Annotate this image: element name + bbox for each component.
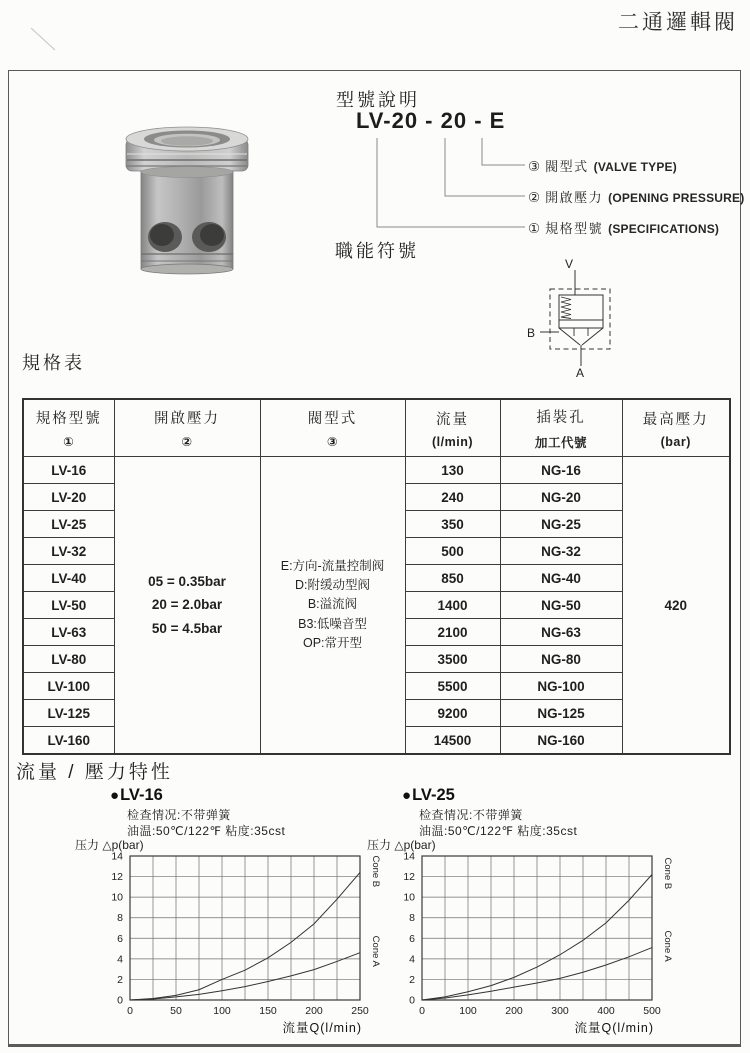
svg-text:6: 6 — [409, 932, 415, 945]
spec-model-cell: LV-20 — [23, 484, 114, 511]
svg-text:250: 250 — [351, 1005, 369, 1017]
spec-cavity-cell: NG-16 — [500, 457, 622, 484]
charts-section-heading: 流量 / 壓力特性 — [16, 762, 173, 783]
spec-col-header: 流量 (l/min) — [405, 399, 500, 457]
spec-flow-cell: 130 — [405, 457, 500, 484]
spec-model-cell: LV-160 — [23, 727, 114, 755]
callout-en-label: (OPENING PRESSURE) — [608, 191, 745, 205]
spec-flow-cell: 3500 — [405, 646, 500, 673]
model-code: LV-20 - 20 - E — [356, 108, 506, 133]
callout-specifications — [528, 218, 719, 236]
spec-flow-cell: 14500 — [405, 727, 500, 755]
port-b-label: B — [527, 326, 536, 340]
spec-table — [22, 398, 731, 755]
svg-text:Cone A: Cone A — [370, 935, 381, 967]
spec-model-cell: LV-16 — [23, 457, 114, 484]
spec-table-head-row — [23, 399, 730, 457]
spec-col-header: 規格型號 ① — [23, 399, 114, 457]
bullet-icon: ● — [402, 787, 412, 804]
svg-text:2: 2 — [409, 973, 415, 986]
spec-model-cell: LV-32 — [23, 538, 114, 565]
spec-cavity-cell: NG-80 — [500, 646, 622, 673]
svg-text:14: 14 — [111, 850, 123, 863]
callout-en-label: (SPECIFICATIONS) — [608, 222, 720, 236]
port-v-label: V — [565, 257, 574, 271]
spec-cavity-cell: NG-63 — [500, 619, 622, 646]
spec-flow-cell: 350 — [405, 511, 500, 538]
port-a-label: A — [576, 366, 585, 378]
svg-text:流量Q(l/min): 流量Q(l/min) — [282, 1021, 362, 1035]
svg-text:150: 150 — [259, 1005, 277, 1017]
hydraulic-symbol — [518, 256, 648, 378]
svg-text:10: 10 — [111, 891, 123, 904]
callout-zh-label: 規格型號 — [545, 221, 604, 236]
spec-pressure-cell: 05 = 0.35bar 20 = 2.0bar 50 = 4.5bar — [114, 457, 260, 755]
svg-text:0: 0 — [419, 1005, 425, 1017]
spec-table-row — [23, 457, 730, 484]
spec-flow-cell: 240 — [405, 484, 500, 511]
chart-subtitle: 检查情况:不带弹簧 — [419, 808, 523, 822]
callout-zh-label: 開啟壓力 — [545, 190, 604, 205]
spec-cavity-cell: NG-32 — [500, 538, 622, 565]
callout-number: ① — [528, 221, 541, 236]
callout-valve-type — [528, 156, 677, 174]
svg-text:50: 50 — [170, 1005, 182, 1017]
product-photo — [112, 124, 262, 286]
spec-model-cell: LV-50 — [23, 592, 114, 619]
svg-text:14: 14 — [403, 850, 415, 863]
spec-model-cell: LV-125 — [23, 700, 114, 727]
svg-text:100: 100 — [459, 1005, 477, 1017]
bullet-icon: ● — [110, 787, 120, 804]
callout-opening-pressure — [528, 187, 744, 205]
chart-lv16 — [60, 786, 395, 1051]
svg-text:0: 0 — [409, 994, 415, 1007]
svg-text:500: 500 — [643, 1005, 661, 1017]
spec-model-cell: LV-40 — [23, 565, 114, 592]
spec-col-header: 插裝孔 加工代號 — [500, 399, 622, 457]
svg-text:2: 2 — [117, 973, 123, 986]
svg-text:8: 8 — [409, 912, 415, 925]
spec-flow-cell: 2100 — [405, 619, 500, 646]
spec-cavity-cell: NG-20 — [500, 484, 622, 511]
svg-text:6: 6 — [117, 932, 123, 945]
spec-model-cell: LV-80 — [23, 646, 114, 673]
chart-title: ●LV-25 — [402, 786, 455, 804]
spec-col-header: 開啟壓力 ② — [114, 399, 260, 457]
spec-flow-cell: 1400 — [405, 592, 500, 619]
svg-text:Cone A: Cone A — [662, 930, 673, 962]
svg-text:Cone B: Cone B — [370, 855, 381, 888]
svg-text:200: 200 — [305, 1005, 323, 1017]
spec-model-cell: LV-100 — [23, 673, 114, 700]
svg-text:Cone B: Cone B — [662, 857, 673, 890]
chart-ylabel: 压力 △p(bar) — [367, 838, 436, 852]
svg-text:0: 0 — [117, 994, 123, 1007]
svg-text:4: 4 — [409, 953, 415, 966]
chart-lv25 — [352, 786, 687, 1051]
spec-flow-cell: 500 — [405, 538, 500, 565]
callout-zh-label: 閥型式 — [545, 159, 589, 174]
flow-pressure-chart — [60, 844, 390, 1049]
svg-text:10: 10 — [403, 891, 415, 904]
spec-cavity-cell: NG-25 — [500, 511, 622, 538]
svg-text:4: 4 — [117, 953, 123, 966]
svg-text:12: 12 — [403, 871, 415, 884]
spec-cavity-cell: NG-40 — [500, 565, 622, 592]
callout-en-label: (VALVE TYPE) — [593, 160, 677, 174]
spec-cavity-cell: NG-100 — [500, 673, 622, 700]
page-title: 二通邏輯閥 — [618, 11, 738, 34]
chart-title: ●LV-16 — [110, 786, 163, 804]
chart-subtitle: 油温:50℃/122℉ 粘度:35cst — [127, 824, 286, 838]
spec-col-header: 閥型式 ③ — [260, 399, 405, 457]
svg-text:400: 400 — [597, 1005, 615, 1017]
spec-cavity-cell: NG-50 — [500, 592, 622, 619]
spec-cavity-cell: NG-125 — [500, 700, 622, 727]
scan-artifact — [25, 22, 65, 57]
spec-flow-cell: 850 — [405, 565, 500, 592]
model-section-heading: 型號說明 — [336, 90, 420, 110]
svg-text:100: 100 — [213, 1005, 231, 1017]
flow-pressure-chart — [352, 844, 682, 1049]
spec-col-header: 最高壓力 (bar) — [622, 399, 730, 457]
spec-maxpressure-cell: 420 — [622, 457, 730, 755]
svg-text:200: 200 — [505, 1005, 523, 1017]
spec-flow-cell: 9200 — [405, 700, 500, 727]
chart-ylabel: 压力 △p(bar) — [75, 838, 144, 852]
spec-model-cell: LV-25 — [23, 511, 114, 538]
callout-number: ③ — [528, 159, 541, 174]
chart-subtitle: 检查情况:不带弹簧 — [127, 808, 231, 822]
callout-number: ② — [528, 190, 541, 205]
spec-flow-cell: 5500 — [405, 673, 500, 700]
svg-text:8: 8 — [117, 912, 123, 925]
spec-valvetype-cell: E:方向-流量控制阀 D:附缓动型阀 B:溢流阀 B3:低噪音型 OP:常开型 — [260, 457, 405, 755]
svg-text:流量Q(l/min): 流量Q(l/min) — [574, 1021, 654, 1035]
symbol-section-heading: 職能符號 — [335, 241, 419, 261]
spec-table-body — [23, 457, 730, 755]
chart-subtitle: 油温:50℃/122℉ 粘度:35cst — [419, 824, 578, 838]
svg-text:300: 300 — [551, 1005, 569, 1017]
svg-text:12: 12 — [111, 871, 123, 884]
spec-section-heading: 規格表 — [22, 353, 85, 373]
svg-text:0: 0 — [127, 1005, 133, 1017]
spec-cavity-cell: NG-160 — [500, 727, 622, 755]
spec-model-cell: LV-63 — [23, 619, 114, 646]
